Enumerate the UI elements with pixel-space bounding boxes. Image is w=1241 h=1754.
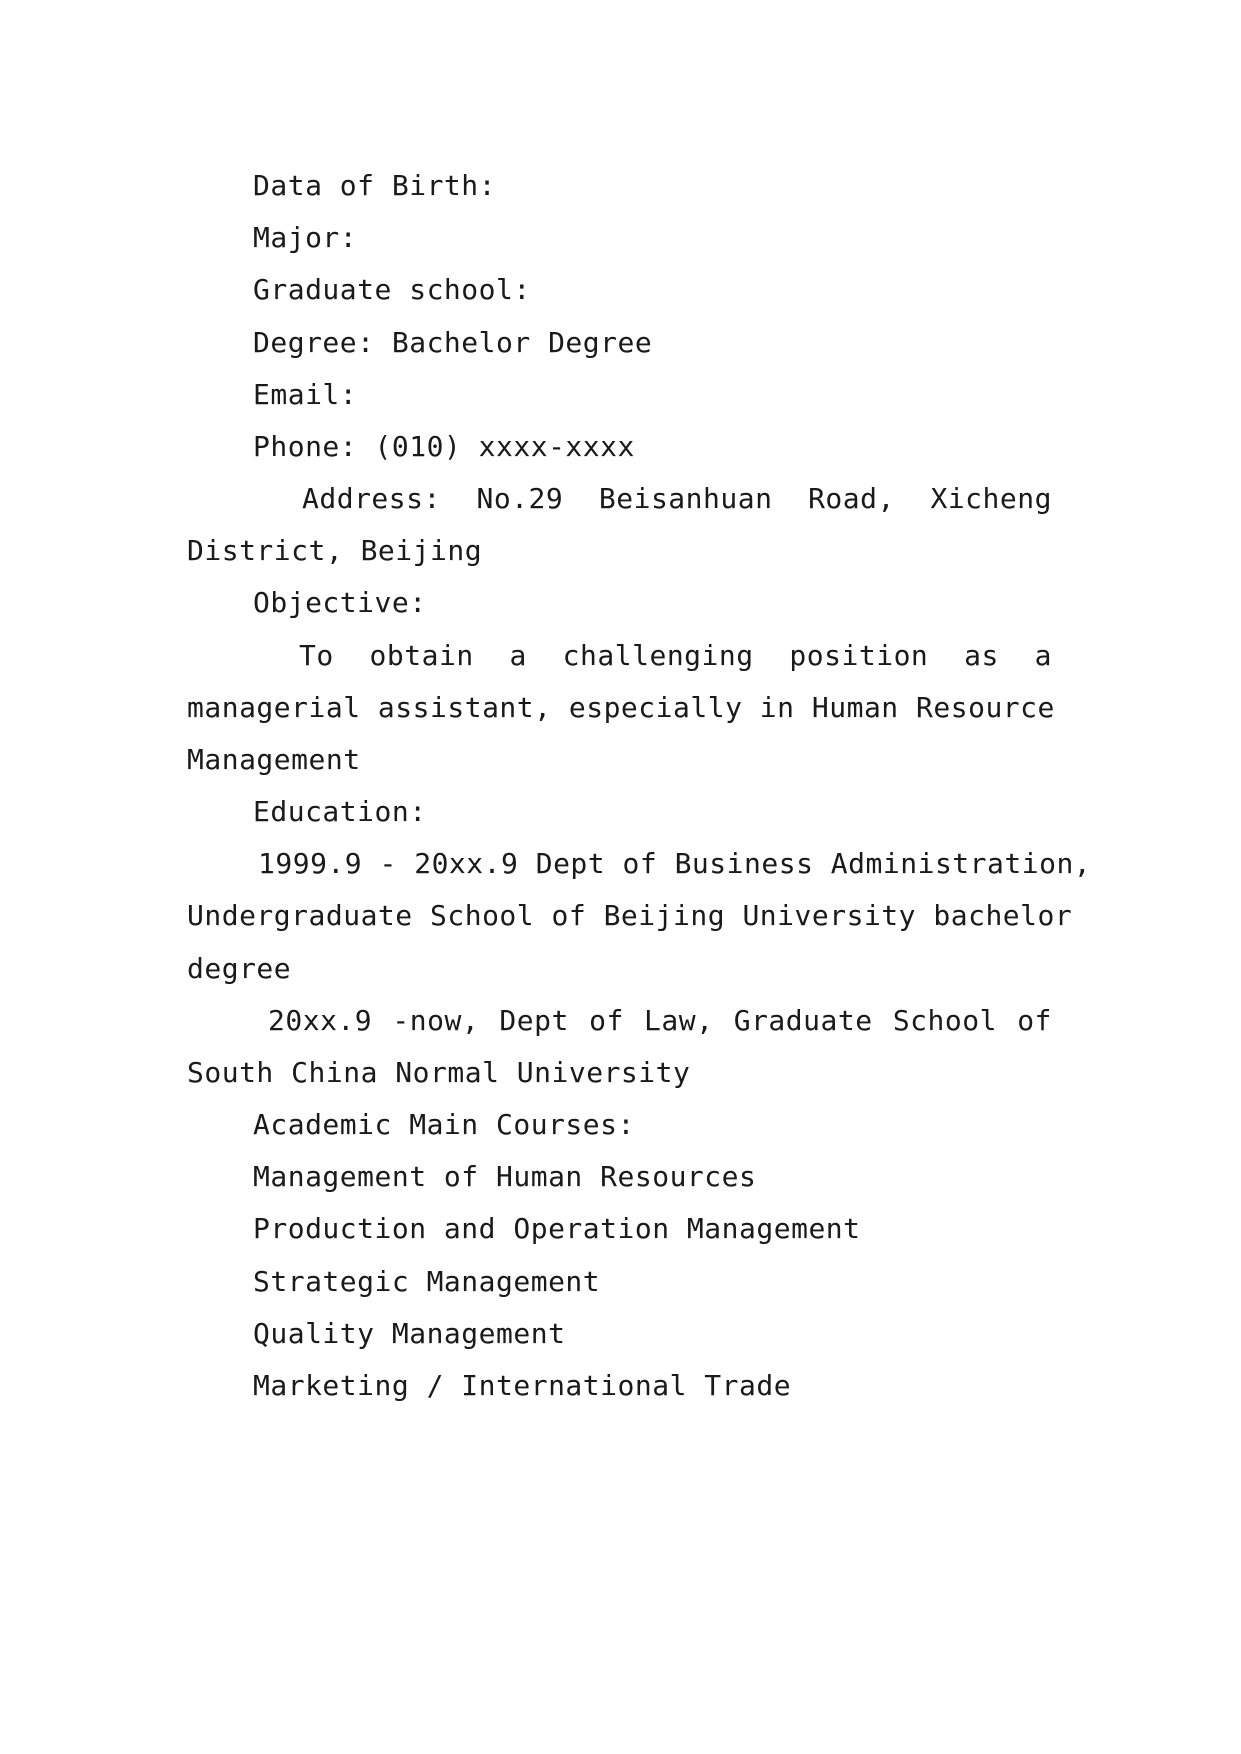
- education-entry-1-line-2: Undergraduate School of Beijing University bachelor: [187, 899, 1073, 932]
- major-label: Major:: [253, 221, 358, 254]
- course-item: Production and Operation Management: [253, 1212, 861, 1245]
- education-entry-2-line-1: [187, 1003, 1052, 1039]
- objective-word: a: [509, 639, 527, 672]
- objective-word: obtain: [369, 639, 474, 672]
- phone-line: Phone: (010) xxxx-xxxx: [253, 430, 635, 463]
- course-item: Management of Human Resources: [253, 1160, 757, 1193]
- address-word: Road,: [808, 482, 895, 515]
- education-word: Law,: [644, 1004, 714, 1037]
- education-word: Dept: [499, 1004, 569, 1037]
- education-word: 20xx.9: [268, 1004, 373, 1037]
- degree-line: Degree: Bachelor Degree: [253, 326, 653, 359]
- objective-word: position: [789, 639, 929, 672]
- education-entry-2-line-2: South China Normal University: [187, 1056, 691, 1089]
- objective-word: challenging: [562, 639, 754, 672]
- education-word: School: [892, 1004, 997, 1037]
- course-item: Quality Management: [253, 1317, 566, 1350]
- objective-word: as: [964, 639, 999, 672]
- education-entry-1-line-3: degree: [187, 952, 292, 985]
- address-line-1: [187, 481, 1052, 517]
- education-word: of: [1017, 1004, 1052, 1037]
- graduate-school-label: Graduate school:: [253, 273, 531, 306]
- education-word: Graduate: [733, 1004, 873, 1037]
- objective-heading: Objective:: [253, 586, 427, 619]
- objective-line-2: managerial assistant, especially in Human Resource: [187, 691, 1055, 724]
- course-item: Marketing / International Trade: [253, 1369, 792, 1402]
- address-word: Beisanhuan: [598, 482, 773, 515]
- address-word: Xicheng: [930, 482, 1052, 515]
- education-heading: Education:: [253, 795, 427, 828]
- courses-heading: Academic Main Courses:: [253, 1108, 635, 1141]
- date-of-birth-label: Data of Birth:: [253, 169, 497, 202]
- objective-line-1: [187, 638, 1052, 674]
- address-word: Address:: [302, 482, 441, 515]
- email-label: Email:: [253, 378, 358, 411]
- address-line-2: District, Beijing: [187, 534, 483, 567]
- education-word: -now,: [392, 1004, 480, 1037]
- objective-word: To: [299, 639, 334, 672]
- address-word: No.29: [476, 482, 564, 515]
- education-word: of: [589, 1004, 624, 1037]
- objective-word: a: [1034, 639, 1052, 672]
- education-entry-1-line-1: 1999.9 - 20xx.9 Dept of Business Administration,: [258, 847, 1092, 880]
- objective-line-3: Management: [187, 743, 361, 776]
- course-item: Strategic Management: [253, 1265, 601, 1298]
